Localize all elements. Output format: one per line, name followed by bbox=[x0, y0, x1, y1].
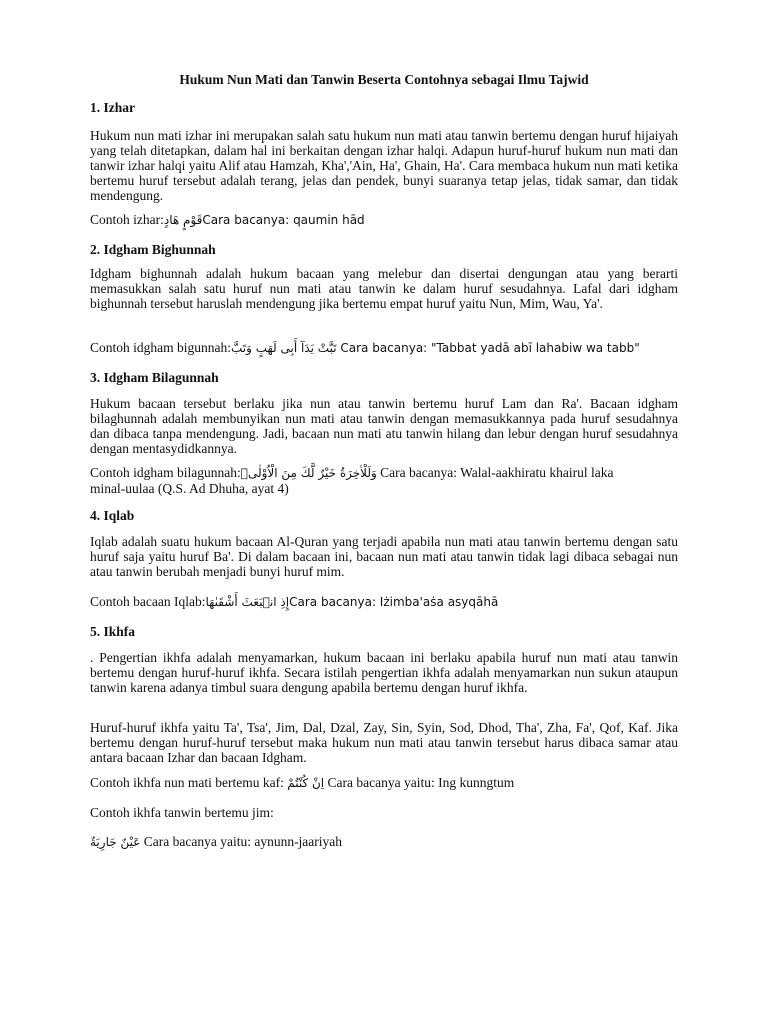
example-iqlab bbox=[90, 594, 498, 610]
example-izhar bbox=[90, 212, 365, 228]
example-idgham-bilagunnah bbox=[90, 465, 613, 481]
arabic-text: عَيْنٌ جَارِيَةٌ bbox=[90, 835, 141, 849]
example-reading: Cara bacanya: "Tabbat yadā abī lahabiw wa tabb" bbox=[336, 341, 640, 355]
heading-ikhfa: 5. Ikhfa bbox=[90, 624, 136, 639]
paragraph-izhar: Hukum nun mati izhar ini merupakan salah satu hukum nun mati atau tanwin bertemu dengan huruf hijaiyah yang telah ditetapkan, dalam hal ini berkaitan dengan izhar halqi. Adapun huruf-huruf hukum nun mati dan tanwir izhar halqi yaitu Alif atau Hamzah, Kha','Ain, Ha', Ghain, Ha'. Cara membaca hukum nun mati ketika bertemu huruf tersebut adalah terang, jelas dan pendek, bunyi suaranya tetap jelas, tidak samar, dan tidak mendengung. bbox=[90, 128, 678, 203]
example-prefix: Contoh izhar: bbox=[90, 212, 164, 227]
arabic-text: تَبَّتْ يَدَآ أَبِى لَهَبٍ وَتَبَّ bbox=[231, 341, 337, 355]
example-ikhfa-kaf bbox=[90, 775, 514, 791]
example-ikhfa-jim bbox=[90, 834, 342, 850]
example-reading: Cara bacanya: qaumin hād bbox=[202, 213, 365, 227]
arabic-text: إِذِ انۢبَعَثَ أَشْقَىٰهَا bbox=[205, 595, 290, 609]
paragraph-idgham-bighunnah: Idgham bighunnah adalah hukum bacaan yang melebur dan disertai dengungan atau yang berarti memasukkan salah satu huruf nun mati atau tanwin ke dalam huruf sesudahnya. Lafal dari idgham bighunnah tersebut haruslah mendengung jika bertemu empat huruf yaitu Nun, Mim, Wau, Ya'. bbox=[90, 266, 678, 311]
example-reading: Cara bacanya yaitu: aynunn-jaariyah bbox=[140, 834, 343, 849]
heading-idgham-bighunnah: 2. Idgham Bighunnah bbox=[90, 242, 216, 257]
arabic-text: وَلَلْاٰخِرَةُ خَيْرٌ لَّكَ مِنَ الْاُوْلٰىۗ bbox=[240, 466, 377, 480]
example-ikhfa-jim-label: Contoh ikhfa tanwin bertemu jim: bbox=[90, 805, 274, 820]
example-prefix: Contoh ikhfa nun mati bertemu kaf: bbox=[90, 775, 284, 790]
document-title: Hukum Nun Mati dan Tanwin Beserta Contohnya sebagai Ilmu Tajwid bbox=[179, 72, 589, 87]
heading-idgham-bilagunnah: 3. Idgham Bilagunnah bbox=[90, 370, 219, 385]
example-prefix: Contoh bacaan Iqlab: bbox=[90, 594, 206, 609]
paragraph-iqlab: Iqlab adalah suatu hukum bacaan Al-Quran yang terjadi apabila nun mati atau tanwin bertemu dengan satu huruf saja yaitu huruf Ba'. Di dalam bacaan ini, bacaan nun mati atau tanwin tidak lagi dibaca sebagai nun atau tanwin berubah menjadi bunyi huruf mim. bbox=[90, 534, 678, 579]
example-reading: Cara bacanya: Iżimba'aṡa asyqāhā bbox=[289, 595, 499, 609]
paragraph-idgham-bilagunnah: Hukum bacaan tersebut berlaku jika nun atau tanwin bertemu huruf Lam dan Ra'. Bacaan idgham bilaghunnah adalah membunyikan nun mati atau tanwin dengan memasukkannya pada huruf sesudahnya dan dibaca tanpa mendengung. Jadi, bacaan nun mati atu tanwin hilang dan lebur dengan huruf sesudahnya dengan mentasydidkannya. bbox=[90, 396, 678, 456]
example-reading-continued: minal-uulaa (Q.S. Ad Dhuha, ayat 4) bbox=[90, 481, 289, 496]
example-prefix: Contoh idgham bilagunnah: bbox=[90, 465, 241, 480]
heading-iqlab: 4. Iqlab bbox=[90, 508, 135, 523]
example-reading: Cara bacanya: Walal-aakhiratu khairul laka bbox=[376, 465, 614, 480]
example-idgham-bighunnah bbox=[90, 340, 640, 356]
example-reading: Cara bacanya yaitu: Ing kunngtum bbox=[324, 775, 515, 790]
heading-izhar: 1. Izhar bbox=[90, 100, 135, 115]
arabic-text: قَوْمٍ هَادٍ bbox=[163, 213, 203, 227]
paragraph-ikhfa-definition: . Pengertian ikhfa adalah menyamarkan, hukum bacaan ini berlaku apabila huruf nun mati atau tanwin bertemu dengan huruf-huruf ikhfa. Secara istilah pengertian ikhfa adalah menyamarkan nun sukun ataupun tanwin karena adanya timbul suara dengung apabila bertemu dengan huruf ikhfa. bbox=[90, 650, 678, 695]
example-prefix: Contoh idgham bigunnah: bbox=[90, 340, 231, 355]
arabic-text: اِنْ كُنْتُمْ bbox=[287, 776, 325, 790]
paragraph-ikhfa-letters: Huruf-huruf ikhfa yaitu Ta', Tsa', Jim, Dal, Dzal, Zay, Sin, Syin, Sod, Dhod, Tha', Zha, Fa', Qof, Kaf. Jika bertemu dengan huruf-huruf tersebut maka hukum nun mati atau tanwin tersebut harus dibaca samar atau antara bacaan Izhar dan bacaan Idgham. bbox=[90, 720, 678, 765]
